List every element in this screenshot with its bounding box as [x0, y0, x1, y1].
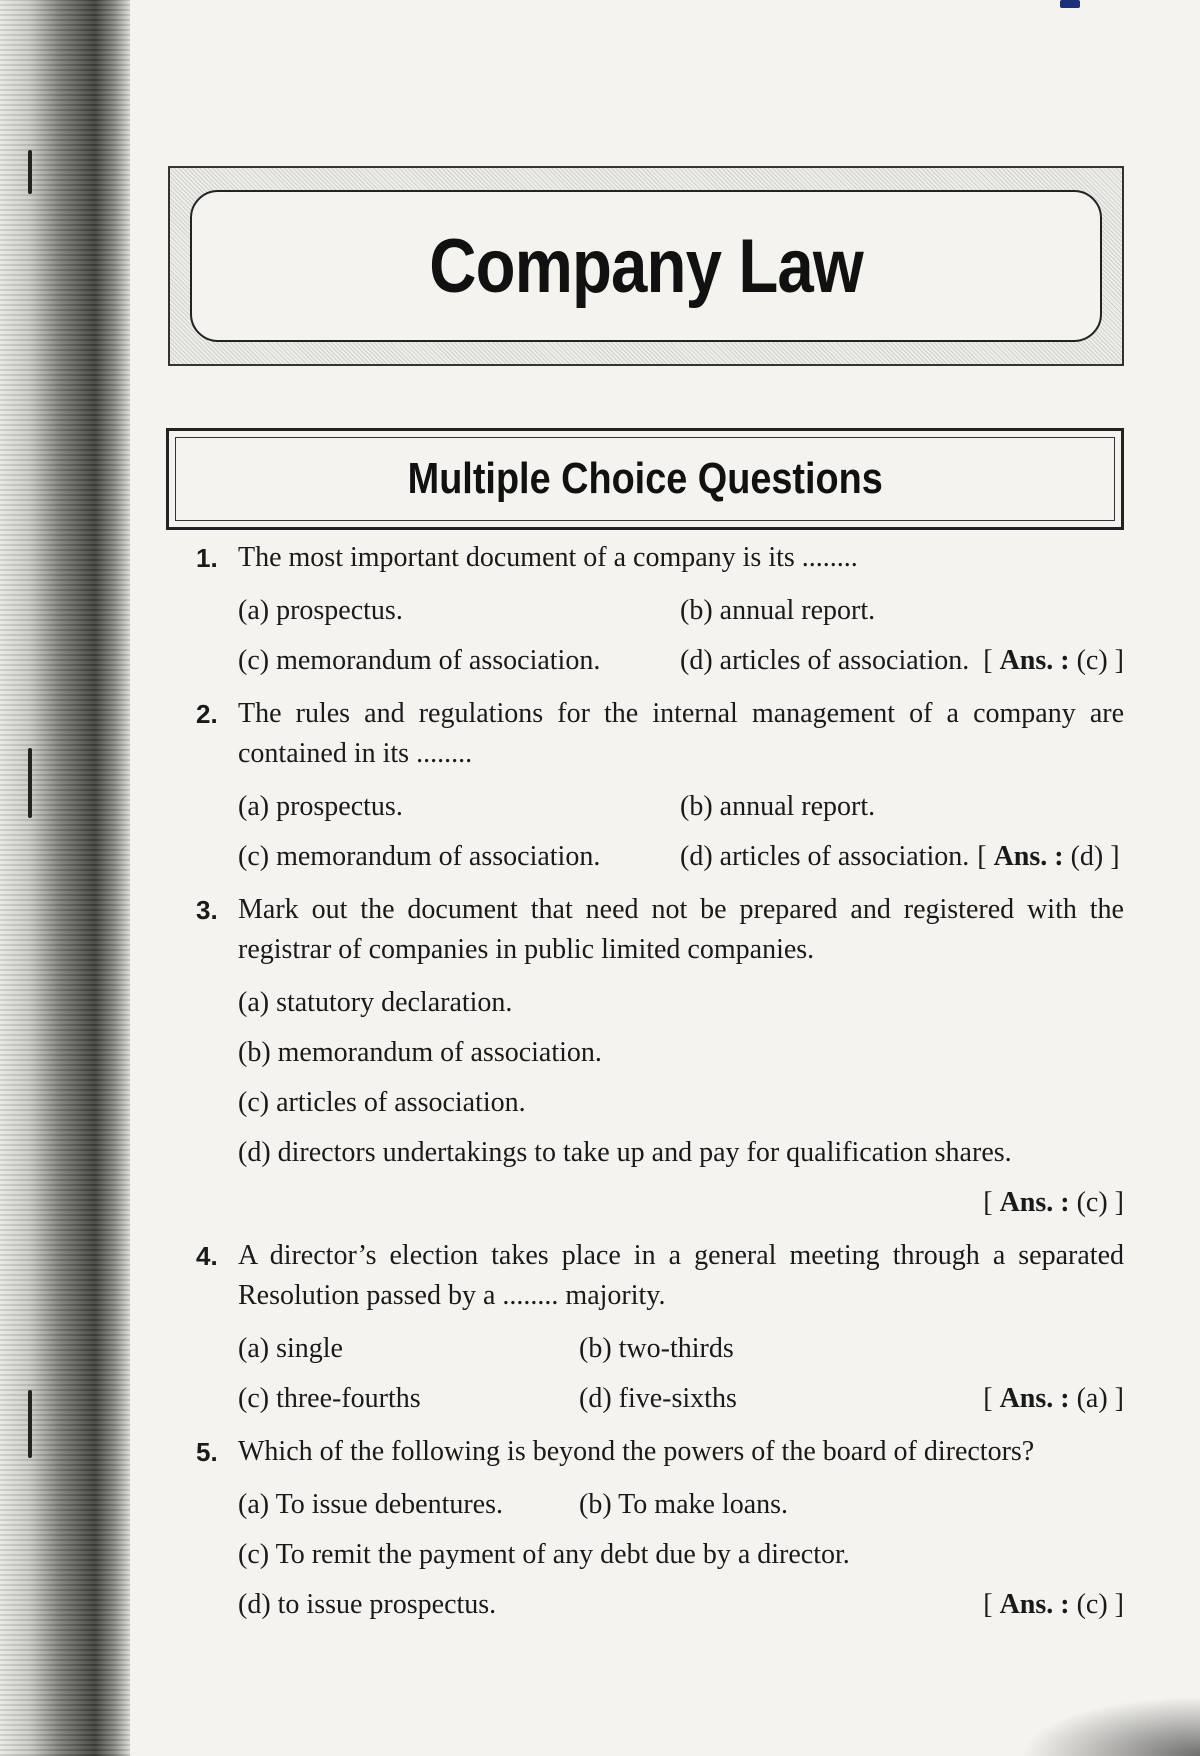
answer-label: Ans. :: [999, 645, 1070, 676]
answer-label: Ans. :: [999, 1187, 1070, 1218]
question-list: [196, 538, 1124, 1638]
question-2: [196, 694, 1124, 882]
section-title: Multiple Choice Questions: [407, 454, 883, 503]
option-c: (c) memorandum of association.: [238, 841, 601, 872]
question-number: 5.: [196, 1437, 218, 1467]
answer-label: Ans. :: [999, 1589, 1070, 1620]
answer-value: (c): [1076, 1589, 1108, 1620]
option-b: (b) annual report.: [680, 595, 876, 626]
options: [238, 586, 1124, 686]
answer-label: Ans. :: [993, 841, 1064, 872]
option-c: (c) To remit the payment of any debt due by a director.: [238, 1539, 850, 1570]
options: [238, 1324, 1124, 1424]
question-5: [196, 1432, 1124, 1630]
answer-value: (c): [1076, 1187, 1108, 1218]
book-binding-edge: [0, 0, 130, 1756]
answer-value: (c): [1076, 645, 1108, 676]
answer: [ Ans. : (d) ]: [977, 841, 1120, 872]
option-a: (a) prospectus.: [238, 791, 403, 822]
option-a: (a) To issue debentures.: [238, 1489, 504, 1520]
answer-value: (d): [1070, 841, 1104, 872]
question-text: Which of the following is beyond the powers of the board of directors?: [238, 1436, 1035, 1467]
question-number: 2.: [196, 699, 218, 729]
corner-shadow: [1020, 1696, 1200, 1756]
option-a: (a) prospectus.: [238, 595, 403, 626]
question-number: 1.: [196, 543, 218, 573]
option-a: (a) single: [238, 1333, 343, 1364]
options: [238, 782, 1124, 882]
section-frame: [166, 428, 1124, 530]
option-d: (d) directors undertakings to take up and pay for qualification shares.: [238, 1137, 1012, 1168]
title-frame: [168, 166, 1124, 366]
question-1: [196, 538, 1124, 686]
answer-value: (a): [1076, 1383, 1108, 1414]
question-text: The most important document of a company is its ........: [238, 542, 858, 573]
option-d: (d) articles of association.: [680, 841, 970, 872]
binding-mark-1: [28, 150, 32, 194]
answer: [ Ans. : (c) ]: [983, 645, 1124, 676]
options: [238, 978, 1124, 1228]
answer: [ Ans. : (c) ]: [983, 1187, 1124, 1218]
edge-artifact: [1060, 0, 1080, 8]
option-b: (b) annual report.: [680, 791, 876, 822]
option-c: (c) memorandum of association.: [238, 645, 601, 676]
question-number: 4.: [196, 1241, 218, 1271]
title-inner-frame: [190, 190, 1102, 342]
question-text: A director’s election takes place in a general meeting through a separated Resolution passed by a ........ majority.: [238, 1240, 1124, 1311]
page-title: Company Law: [429, 223, 863, 309]
answer: [ Ans. : (a) ]: [983, 1383, 1124, 1414]
question-4: [196, 1236, 1124, 1424]
option-b: (b) memorandum of association.: [238, 1037, 602, 1068]
question-number: 3.: [196, 895, 218, 925]
option-a: (a) statutory declaration.: [238, 987, 513, 1018]
answer: [ Ans. : (c) ]: [983, 1589, 1124, 1620]
question-text: Mark out the document that need not be prepared and registered with the registrar of companies in public limited companies.: [238, 894, 1124, 965]
option-c: (c) articles of association.: [238, 1087, 526, 1118]
option-b: (b) To make loans.: [579, 1489, 789, 1520]
option-d: (d) five-sixths: [579, 1383, 737, 1414]
options: [238, 1480, 1124, 1630]
option-d: (d) to issue prospectus.: [238, 1589, 497, 1620]
question-3: [196, 890, 1124, 1228]
section-inner-frame: [175, 437, 1115, 521]
option-b: (b) two-thirds: [579, 1333, 734, 1364]
question-text: The rules and regulations for the internal management of a company are contained in its ........: [238, 698, 1124, 769]
binding-mark-2: [28, 748, 32, 818]
option-c: (c) three-fourths: [238, 1383, 421, 1414]
binding-mark-3: [28, 1390, 32, 1458]
option-d: (d) articles of association.: [680, 645, 970, 676]
answer-label: Ans. :: [999, 1383, 1070, 1414]
